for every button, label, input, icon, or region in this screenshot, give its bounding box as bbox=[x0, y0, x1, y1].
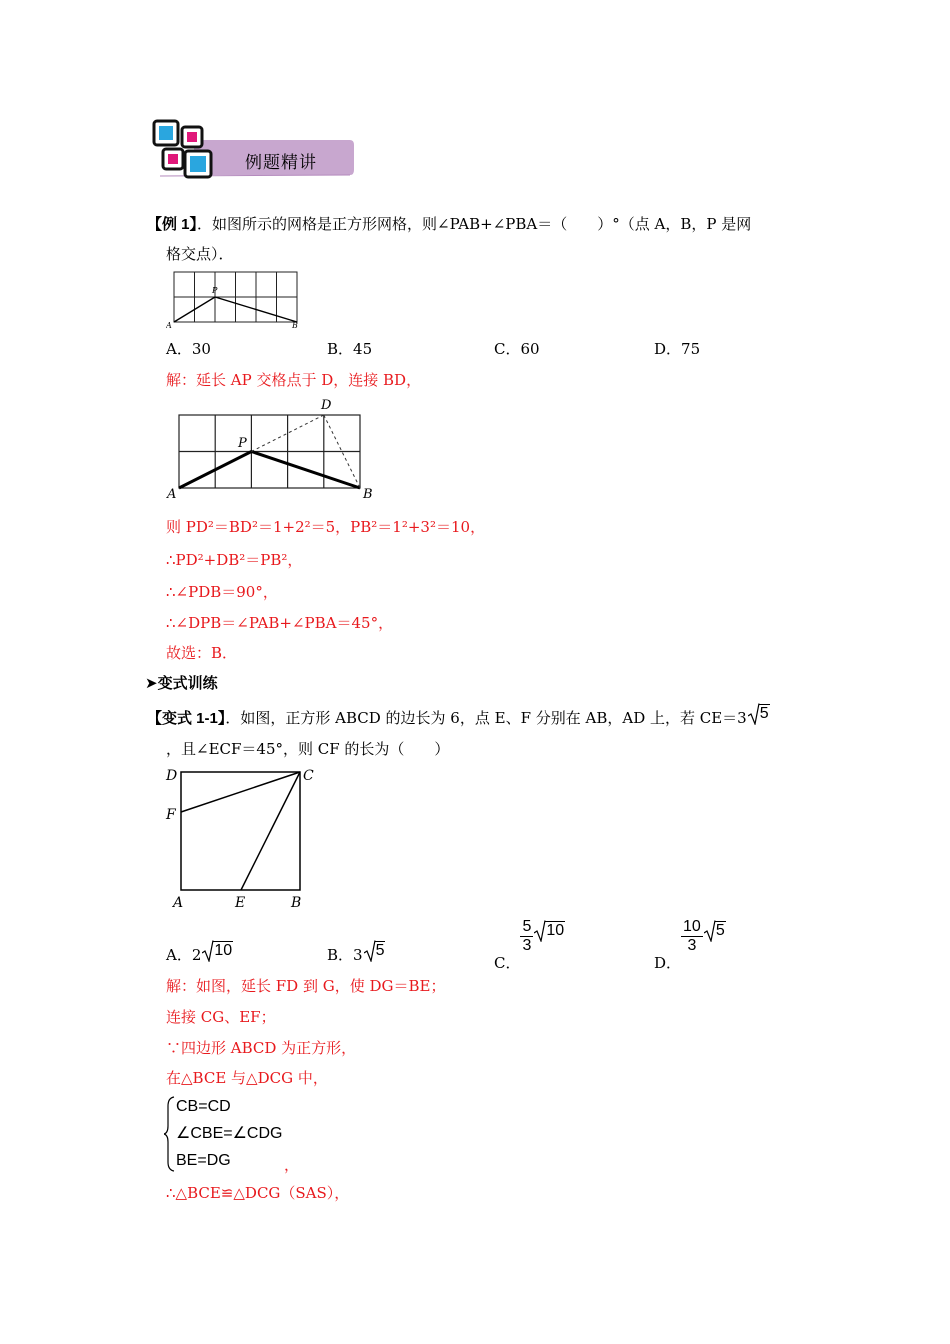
example1-solution-figure bbox=[164, 394, 379, 502]
square-label-f: F bbox=[166, 807, 176, 823]
brace-icon bbox=[164, 1096, 176, 1172]
square-label-d: D bbox=[166, 768, 178, 784]
segment-cf bbox=[181, 772, 300, 812]
square-label-e: E bbox=[235, 895, 246, 911]
system-line3: BE=DG bbox=[176, 1152, 231, 1169]
variant1-sol5: ∴△BCE≌△DCG（SAS）， bbox=[166, 1184, 350, 1202]
variant1-option-b: B．3 5 bbox=[327, 942, 385, 964]
variant1-stem-a: ．如图，正方形 ABCD 的边长为 6，点 E、F 分别在 AB，AD 上，若 CE＝3 bbox=[225, 709, 747, 727]
example1-step3: ∴∠PDB＝90°， bbox=[166, 583, 278, 601]
segment-ce bbox=[241, 772, 300, 890]
example1-answer: 故选：B． bbox=[166, 644, 238, 662]
variant1-option-a: A．2 10 bbox=[166, 942, 233, 964]
example1-option-c: C．60 bbox=[494, 340, 540, 358]
variant1-sol3: ∵四边形 ABCD 为正方形， bbox=[166, 1039, 357, 1057]
sqrt-icon: 5 bbox=[748, 703, 770, 724]
arrow-bullet-icon: ➤ bbox=[145, 675, 158, 692]
square-label-c: C bbox=[303, 768, 314, 784]
variant1-sol1: 解：如图，延长 FD 到 G，使 DG＝BE； bbox=[166, 977, 446, 995]
example1-stem-text: ．如图所示的网格是正方形网格，则∠PAB+∠PBA＝（ ）°（点 A，B，P 是网 bbox=[197, 215, 752, 233]
section-banner bbox=[150, 118, 360, 188]
variant1-sol2: 连接 CG、EF； bbox=[166, 1008, 276, 1026]
example1-step4: ∴∠DPB＝∠PAB+∠PBA＝45°， bbox=[166, 614, 394, 632]
variant1-option-d: D． $\frac{10}{3}$ 5 bbox=[654, 918, 725, 972]
example1-label-a: A bbox=[166, 321, 172, 330]
square-label-b: B bbox=[291, 895, 302, 911]
variant-heading: ➤变式训练 bbox=[145, 675, 218, 692]
banner-title: 例题精讲 bbox=[245, 153, 317, 172]
example1-option-b: B．45 bbox=[327, 340, 373, 358]
example1-grid-figure bbox=[166, 266, 306, 336]
example1-stem-line2: 格交点）． bbox=[166, 245, 234, 263]
solution-label-d: D bbox=[321, 398, 332, 413]
solution-triangle bbox=[179, 452, 360, 489]
example1-label-p: P bbox=[212, 286, 218, 295]
example1-tag: 【例 1】 bbox=[147, 216, 198, 233]
system-line1: CB=CD bbox=[176, 1098, 231, 1115]
variant1-stem-line2: ，且∠ECF＝45°，则 CF 的长为（ ） bbox=[166, 740, 450, 758]
variant1-option-c: C． $\frac{5}{3}$ 10 bbox=[494, 918, 565, 972]
solution-label-a: A bbox=[167, 487, 177, 502]
example1-solution-intro: 解：延长 AP 交格点于 D，连接 BD， bbox=[166, 371, 422, 389]
example1-label-b: B bbox=[292, 321, 298, 330]
variant1-tag: 【变式 1-1】 bbox=[147, 710, 226, 727]
example1-stem-line1 bbox=[147, 214, 751, 235]
example1-step1: 则 PD²＝BD²＝1+2²＝5，PB²＝1²+3²＝10， bbox=[166, 518, 486, 536]
system-comma: ， bbox=[284, 1156, 300, 1174]
example1-option-a: A．30 bbox=[166, 340, 211, 358]
variant1-stem-line1 bbox=[147, 705, 770, 729]
square-label-a: A bbox=[173, 895, 184, 911]
system-line2: ∠CBE=∠CDG bbox=[176, 1125, 283, 1142]
variant1-square-figure bbox=[163, 764, 323, 914]
example1-step2: ∴PD²+DB²＝PB²， bbox=[166, 551, 303, 569]
solution-label-b: B bbox=[363, 487, 373, 502]
variant1-sol4: 在△BCE 与△DCG 中， bbox=[166, 1069, 328, 1087]
solution-label-p: P bbox=[238, 436, 247, 451]
example1-option-d: D．75 bbox=[654, 340, 701, 358]
